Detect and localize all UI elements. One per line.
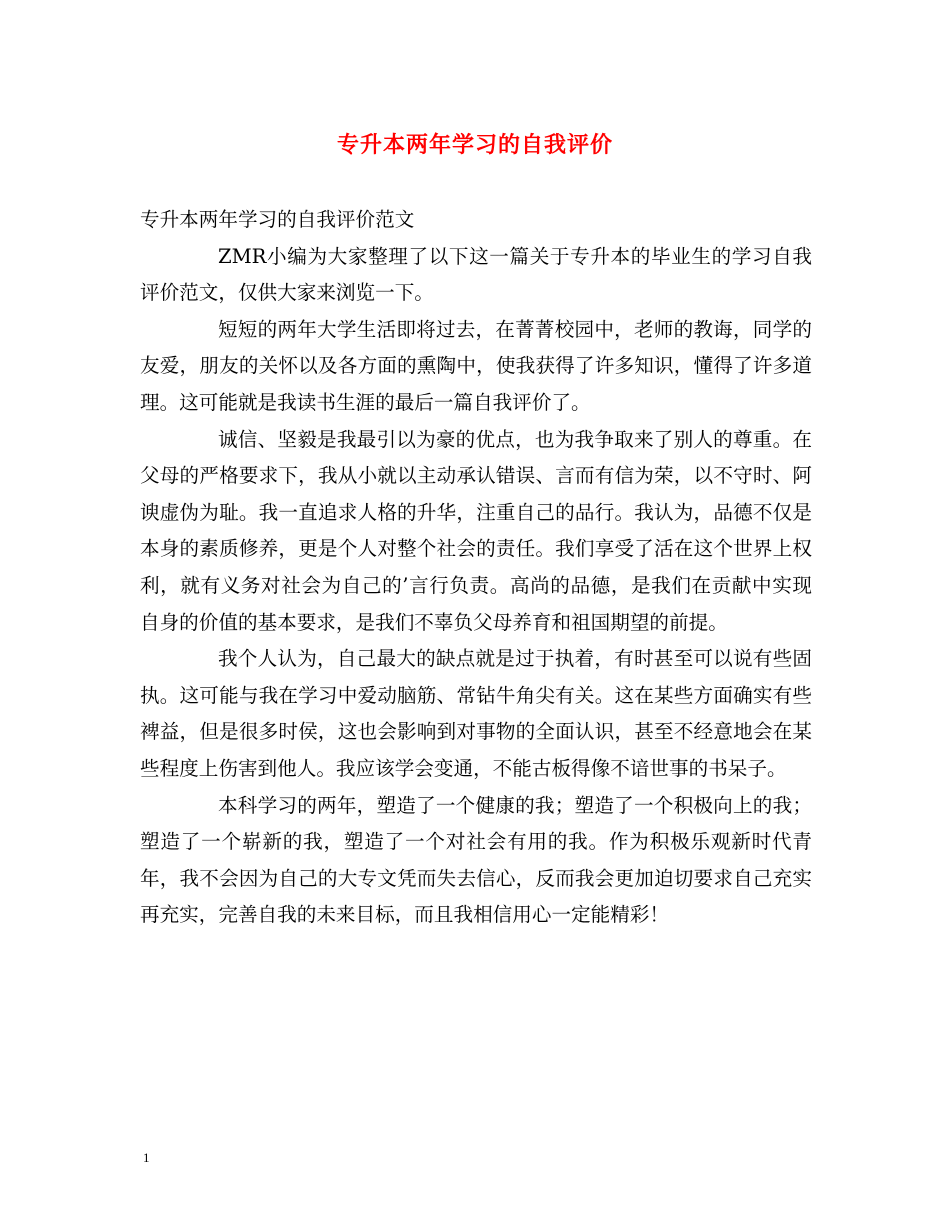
paragraph-conclusion: 本科学习的两年，塑造了一个健康的我；塑造了一个积极向上的我；塑造了一个崭新的我，塑造了一个对社会有用的我。作为积极乐观新时代青年，我不会因为自己的大专文凭而失去信心，反而我会更加迫切要求自己充实再充实，完善自我的未来目标，而且我相信用心一定能精彩！: [140, 793, 812, 927]
paragraph-strengths: 诚信、坚毅是我最引以为豪的优点，也为我争取来了别人的尊重。在父母的严格要求下，我从小就以主动承认错误、言而有信为荣，以不守时、阿谀虚伪为耻。我一直追求人格的升华，注重自己的品行。我认为，品德不仅是本身的素质修养，更是个人对整个社会的责任。我们享受了活在这个世界上权利，就有义务对社会为自己的’言行负责。高尚的品德，是我们在贡献中实现自身的价值的基本要求，是我们不辜负父母养育和祖国期望的前提。: [140, 427, 812, 634]
document-subtitle: 专升本两年学习的自我评价范文: [140, 208, 415, 231]
page-number: 1: [143, 1150, 150, 1165]
document-body: [140, 202, 812, 934]
document-title: 专升本两年学习的自我评价: [336, 132, 613, 158]
paragraph-intro: ZMR小编为大家整理了以下这一篇关于专升本的毕业生的学习自我评价范文，仅供大家来浏览一下。: [140, 244, 812, 305]
paragraph-weaknesses: 我个人认为，自己最大的缺点就是过于执着，有时甚至可以说有些固执。这可能与我在学习中爱动脑筋、常钻牛角尖有关。这在某些方面确实有些裨益，但是很多时侯，这也会影响到对事物的全面认识，甚至不经意地会在某些程度上伤害到他人。我应该学会变通，不能古板得像不谙世事的书呆子。: [140, 647, 812, 780]
paragraph-college-life: 短短的两年大学生活即将过去，在菁菁校园中，老师的教诲，同学的友爱，朋友的关怀以及各方面的熏陶中，使我获得了许多知识，懂得了许多道理。这可能就是我读书生涯的最后一篇自我评价了。: [140, 317, 812, 414]
